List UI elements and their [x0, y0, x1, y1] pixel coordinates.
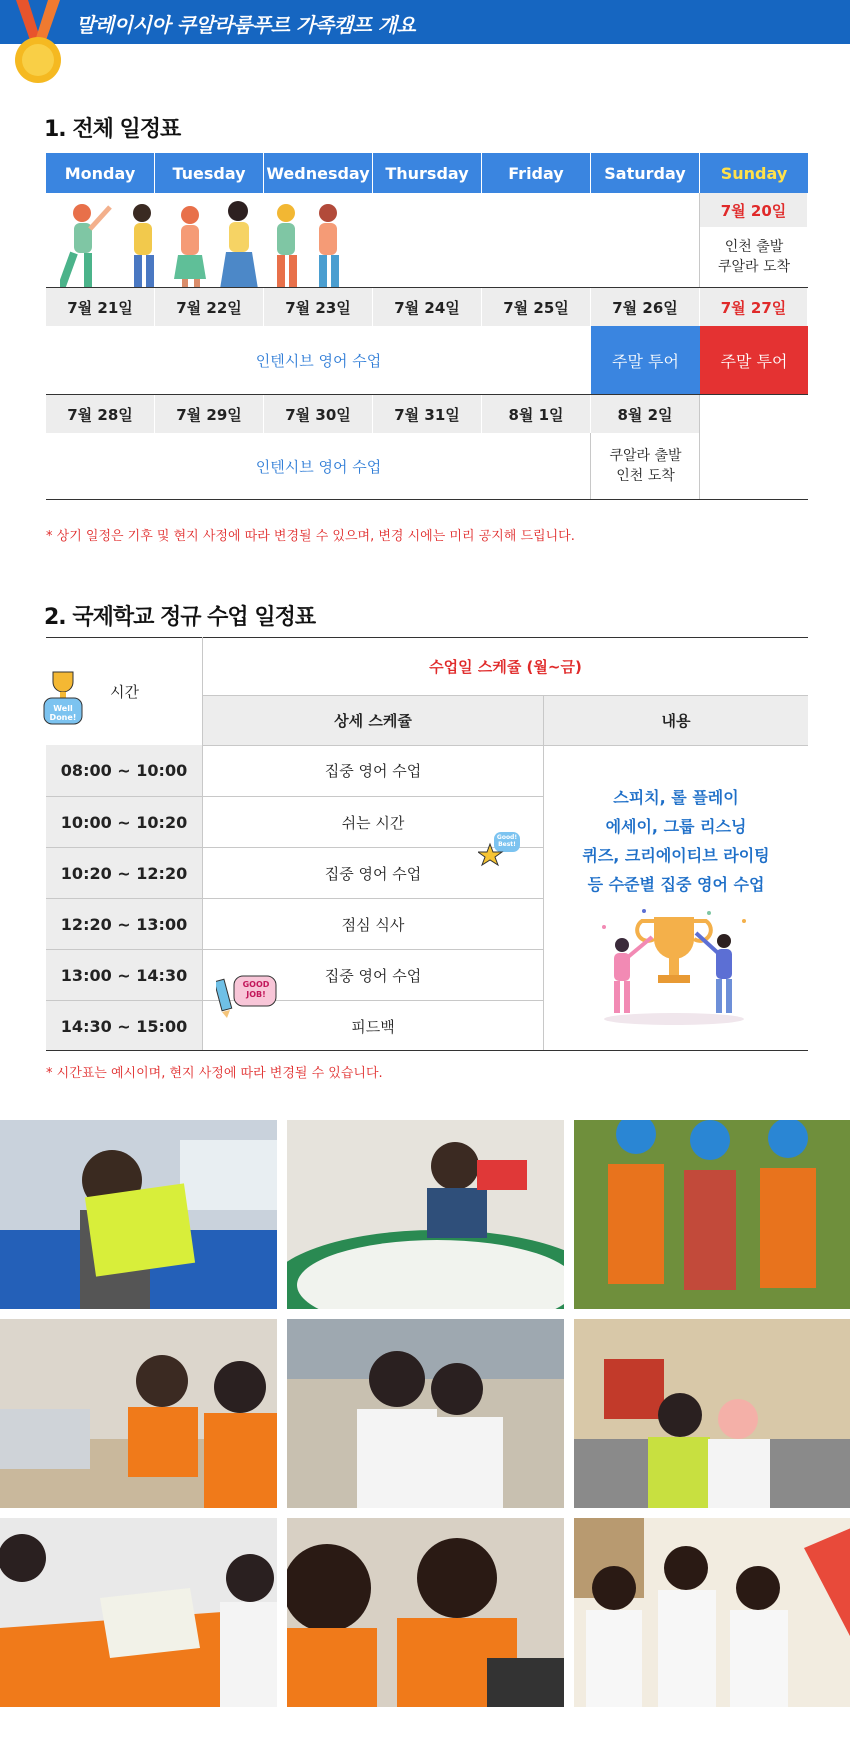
photo-two-boys-uniform	[287, 1319, 564, 1508]
photo-boys-with-laptop	[0, 1319, 277, 1508]
photo-theme-park	[574, 1319, 850, 1508]
time-slot: 10:20 ~ 12:20	[46, 848, 202, 898]
day-header-wednesday: Wednesday	[264, 153, 373, 193]
weekend-tour-sat: 주말 투어	[591, 326, 700, 394]
day-header-thursday: Thursday	[373, 153, 482, 193]
date-jul-29: 7월 29일	[155, 395, 264, 433]
time-slot: 10:00 ~ 10:20	[46, 797, 202, 847]
time-slot: 14:30 ~ 15:00	[46, 1001, 202, 1051]
section2-title: 2. 국제학교 정규 수업 일정표	[44, 605, 316, 630]
well-done-sticker: Well Done!	[40, 668, 86, 726]
date-jul-22: 7월 22일	[155, 288, 264, 326]
detail-slot: 집중 영어 수업	[324, 966, 422, 985]
page-title: 말레이시아 쿠알라룸푸르 가족캠프 개요	[76, 13, 416, 37]
date-jul-20: 7월 20일	[700, 193, 808, 227]
week2-class: 인텐시브 영어 수업	[255, 457, 382, 476]
week1-class: 인텐시브 영어 수업	[255, 351, 382, 370]
return-note: 쿠알라 출발 인천 도착	[609, 448, 682, 484]
detail-slot: 점심 식사	[341, 915, 405, 934]
good-best-sticker: Good! Best!	[478, 830, 522, 870]
day-header-tuesday: Tuesday	[155, 153, 264, 193]
kids-illustration	[60, 199, 350, 299]
time-slot: 08:00 ~ 10:00	[46, 745, 202, 796]
content-description: 스피치, 롤 플레이 에세이, 그룹 리스닝 퀴즈, 크리에이티브 라이팅 등 수준별 집중 영어 수업	[582, 788, 770, 894]
time-slot: 12:20 ~ 13:00	[46, 899, 202, 949]
time-slot: 13:00 ~ 14:30	[46, 950, 202, 1000]
detail-slot: 집중 영어 수업	[324, 864, 422, 883]
photo-girls-tablet	[287, 1518, 564, 1707]
date-aug-2: 8월 2일	[591, 395, 700, 433]
schedule-note: * 상기 일정은 기후 및 현지 사정에 따라 변경될 수 있으며, 변경 시에는 미리 공지해 드립니다.	[46, 529, 575, 544]
top-banner	[0, 0, 850, 44]
timetable-note: * 시간표는 예시이며, 현지 사정에 따라 변경될 수 있습니다.	[46, 1066, 383, 1081]
trophy-illustration	[584, 907, 764, 1027]
photo-kids-helmets	[574, 1120, 850, 1309]
date-jul-27: 7월 27일	[700, 288, 808, 326]
photo-chess	[0, 1518, 277, 1707]
day-header-sunday: Sunday	[700, 153, 808, 193]
date-jul-28: 7월 28일	[46, 395, 155, 433]
day-header-saturday: Saturday	[591, 153, 700, 193]
day-header-monday: Monday	[46, 153, 155, 193]
date-jul-21: 7월 21일	[46, 288, 155, 326]
date-jul-31: 7월 31일	[373, 395, 482, 433]
day-header-friday: Friday	[482, 153, 591, 193]
date-aug-1: 8월 1일	[482, 395, 591, 433]
time-header: 시간	[110, 682, 139, 701]
photo-boy-with-card	[0, 1120, 277, 1309]
detail-header: 상세 스케쥴	[203, 696, 543, 745]
good-job-sticker: GOOD JOB!	[216, 972, 278, 1018]
photo-kids-peace-sign	[574, 1518, 850, 1707]
detail-slot: 집중 영어 수업	[324, 762, 422, 780]
date-jul-24: 7월 24일	[373, 288, 482, 326]
date-jul-26: 7월 26일	[591, 288, 700, 326]
medal-icon	[12, 0, 64, 86]
weekend-tour-sun: 주말 투어	[700, 326, 808, 394]
date-jul-23: 7월 23일	[264, 288, 373, 326]
detail-slot: 쉬는 시간	[341, 813, 405, 832]
weekday-schedule-header: 수업일 스케쥴 (월~금)	[429, 657, 582, 676]
date-jul-30: 7월 30일	[264, 395, 373, 433]
detail-slot: 피드백	[351, 1017, 395, 1036]
class-timetable	[46, 637, 808, 1051]
date-jul-25: 7월 25일	[482, 288, 591, 326]
content-header: 내용	[544, 696, 808, 745]
photo-child-at-table	[287, 1120, 564, 1309]
departure-note: 인천 출발 쿠알라 도착	[717, 239, 791, 275]
section1-title: 1. 전체 일정표	[44, 117, 181, 142]
